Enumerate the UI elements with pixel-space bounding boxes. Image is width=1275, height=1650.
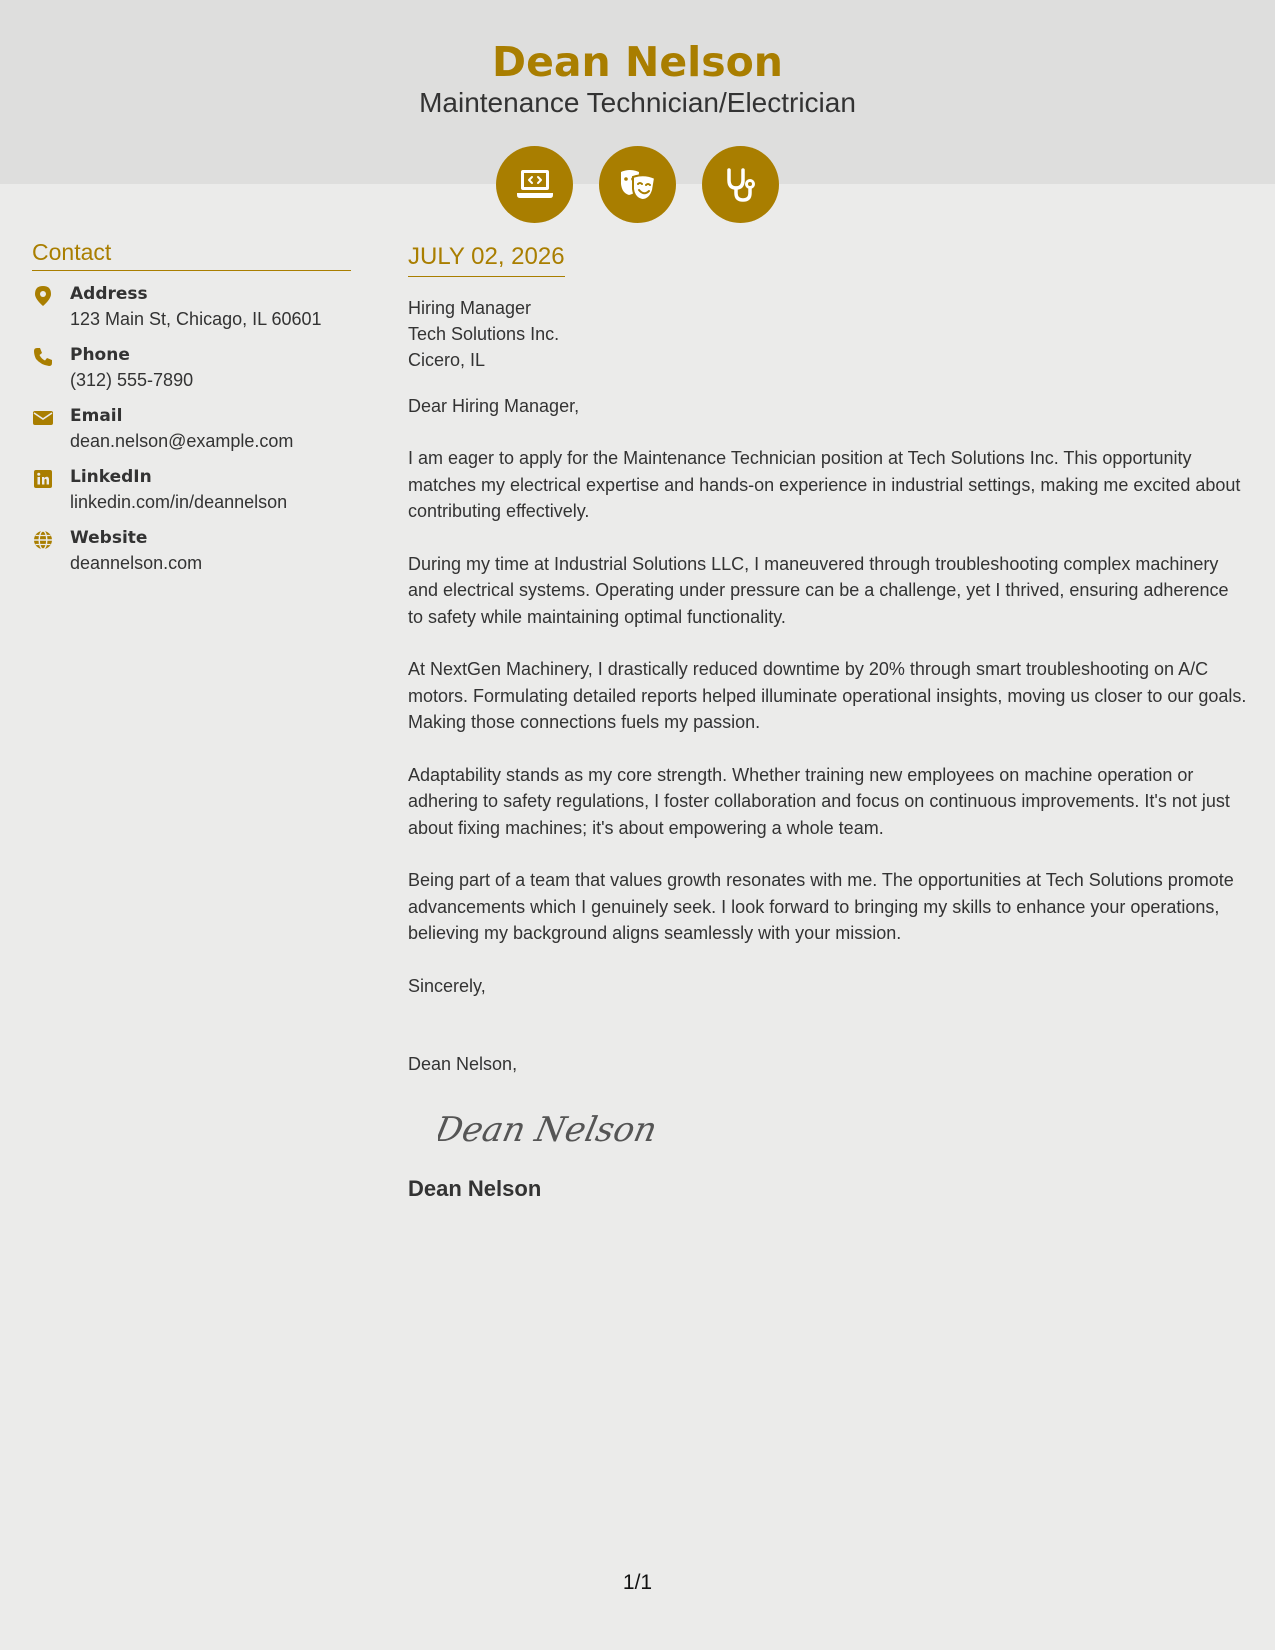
body-paragraph: I am eager to apply for the Maintenance Technician position at Tech Solutions Inc. This opportunity matches my electrical expertise and hands-on experience in industrial settings, making me excited about contributing effectively.	[408, 448, 1241, 521]
contact-value: 123 Main St, Chicago, IL 60601	[70, 309, 322, 329]
header-icon-masks	[599, 146, 676, 223]
signoff-name: Dean Nelson,	[408, 1053, 518, 1074]
contact-linkedin	[32, 465, 351, 515]
job-title: Maintenance Technician/Electrician	[419, 87, 856, 118]
body-paragraph: Being part of a team that values growth resonates with me. The opportunities at Tech Solutions promote advancements which I genuinely seek. I look forward to bringing my skills to enhance your operations, believing my background aligns seamlessly with your mission.	[408, 870, 1234, 943]
recipient-line: Hiring Manager	[408, 298, 532, 318]
signed-name: Dean Nelson	[408, 1175, 542, 1201]
signature-text: Dean Nelson	[438, 1109, 661, 1150]
contact-label: LinkedIn	[70, 467, 152, 487]
contact-phone	[32, 343, 351, 393]
map-pin-icon	[32, 286, 54, 306]
page-number: 1/1	[622, 1571, 653, 1594]
phone-icon	[32, 347, 54, 367]
globe-icon	[32, 530, 54, 550]
linkedin-icon	[32, 469, 54, 489]
contact-website	[32, 526, 351, 576]
body-paragraph: During my time at Industrial Solutions LLC, I maneuvered through troubleshooting complex machinery and electrical systems. Operating under pressure can be a challenge, yet I thrived, ensuring adherence to safety while maintaining optimal functionality.	[408, 553, 1229, 627]
closing: Sincerely,	[408, 975, 486, 996]
contact-value: linkedin.com/in/deannelson	[70, 492, 288, 512]
theater-masks-icon	[618, 168, 658, 202]
contact-heading: Contact	[32, 236, 351, 271]
stethoscope-icon	[724, 167, 758, 203]
envelope-icon	[32, 408, 54, 428]
recipient-line: Cicero, IL	[408, 350, 486, 370]
candidate-name: Dean Nelson	[492, 38, 783, 86]
body-paragraph: At NextGen Machinery, I drastically reduced downtime by 20% through smart troubleshooting on A/C motors. Formulating detailed reports helped illuminate operational insights, moving us closer to our goals. Making those connections fuels my passion.	[408, 659, 1247, 732]
header-icon-laptop	[496, 146, 573, 223]
contact-value: (312) 555-7890	[70, 370, 194, 390]
contact-sidebar	[32, 236, 351, 576]
contact-label: Email	[70, 406, 123, 426]
contact-value: deannelson.com	[70, 553, 203, 573]
greeting: Dear Hiring Manager,	[408, 396, 580, 416]
contact-label: Phone	[70, 345, 130, 365]
handwritten-signature	[438, 1099, 1248, 1159]
recipient-line: Tech Solutions Inc.	[408, 324, 560, 344]
contact-label: Address	[70, 284, 148, 304]
letter-date: JULY 02, 2026	[408, 240, 565, 277]
contact-email	[32, 404, 351, 454]
recipient-block	[408, 295, 1248, 373]
body-paragraph: Adaptability stands as my core strength. Whether training new employees on machine operation or adhering to safety regulations, I foster collaboration and focus on continuous improvements. It's not just about fixing machines; it's about empowering a whole team.	[408, 764, 1230, 838]
letter-body	[408, 240, 1248, 1203]
contact-label: Website	[70, 528, 148, 548]
laptop-code-icon	[516, 168, 554, 202]
contact-value: dean.nelson@example.com	[70, 431, 294, 451]
contact-address	[32, 282, 351, 332]
header-icon-stethoscope	[702, 146, 779, 223]
